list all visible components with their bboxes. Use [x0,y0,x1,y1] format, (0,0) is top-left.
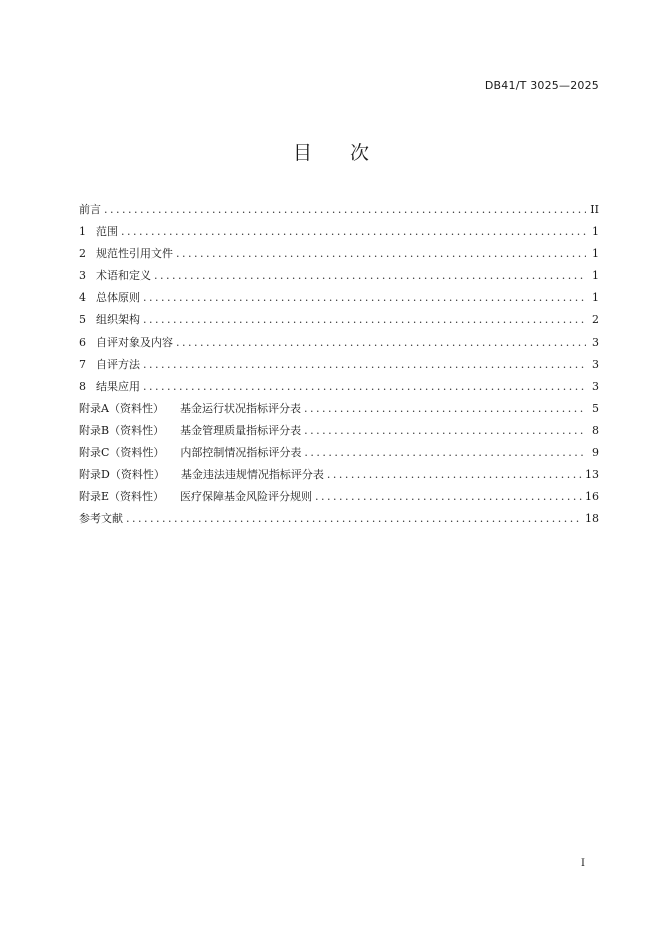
toc-entry-number: 附录E（资料性） [79,490,165,504]
toc-entry[interactable] [79,309,599,331]
toc-entry-page: 1 [592,247,599,261]
toc-leader-dots [304,398,586,420]
toc-leader-dots [304,420,586,442]
toc-entry-number: 4 [79,291,86,305]
toc-entry[interactable] [79,354,599,376]
toc-entry-number: 8 [79,379,86,393]
toc-entry-title: 规范性引用文件 [96,247,173,261]
toc-leader-dots [126,508,582,530]
toc-entry[interactable] [79,287,599,309]
toc-leader-dots [104,199,586,221]
toc-entry-number: 附录B（资料性） [79,423,165,437]
toc-entry-title: 基金管理质量指标评分表 [180,423,302,437]
toc-entry[interactable] [79,376,599,398]
toc-entry-number: 1 [79,225,86,239]
toc-entry-title: 内部控制情况指标评分表 [180,446,302,460]
toc-entry-title: 自评方法 [96,357,140,371]
toc-entry-number: 7 [79,357,86,371]
toc-leader-dots [143,354,586,376]
toc-leader-dots [327,464,582,486]
toc-entry-number: 2 [79,247,86,261]
toc-entry-page: 16 [585,490,599,504]
toc-entry-page: 3 [592,379,599,393]
toc-entry-title: 自评对象及内容 [96,335,173,349]
toc-entry-number: 附录D（资料性） [79,468,165,482]
toc-entry[interactable] [79,243,599,265]
toc-entry-title: 基金违法违规情况指标评分表 [180,468,324,482]
toc-entry-page: 5 [592,401,599,415]
toc-leader-dots [143,287,586,309]
toc-entry[interactable] [79,199,599,221]
toc-leader-dots [304,442,586,464]
toc-entry-number: 附录C（资料性） [79,446,165,460]
toc-entry-number: 6 [79,335,86,349]
toc-entry-page: 3 [592,357,599,371]
toc-entry-page: 2 [592,313,599,327]
toc-leader-dots [176,332,586,354]
toc-entry-title: 术语和定义 [96,269,151,283]
toc-entry-title: 总体原则 [96,291,140,305]
toc-entry-title: 结果应用 [96,379,140,393]
toc-entry-page: 1 [592,269,599,283]
toc-entry[interactable] [79,420,599,442]
toc-leader-dots [154,265,586,287]
toc-entry-page: 1 [592,291,599,305]
toc-entry-number: 3 [79,269,86,283]
toc-entry-page: 9 [592,446,599,460]
toc-leader-dots [176,243,586,265]
toc-entry[interactable] [79,508,599,530]
toc-entry-number: 5 [79,313,86,327]
toc-entry-page: 13 [585,468,599,482]
toc-entry-page: 3 [592,335,599,349]
toc-entry[interactable] [79,442,599,464]
toc-leader-dots [143,376,586,398]
toc-entry-page: 1 [592,225,599,239]
page-title: 目 次 [292,142,369,164]
toc-leader-dots [315,486,582,508]
toc-entry-number: 附录A（资料性） [79,401,164,415]
toc-entry-title: 医疗保障基金风险评分规则 [180,490,313,504]
toc-leader-dots [143,309,586,331]
toc-entry-title: 参考文献 [79,512,123,526]
document-code: DB41/T 3025—2025 [484,79,599,92]
toc-entry-title: 基金运行状况指标评分表 [179,401,301,415]
toc-entry-page: 18 [585,512,599,526]
toc-entry[interactable] [79,221,599,243]
toc-entry[interactable] [79,332,599,354]
toc-entry[interactable] [79,265,599,287]
toc-entry-page: II [590,203,599,216]
table-of-contents [79,199,599,530]
toc-entry-page: 8 [592,423,599,437]
toc-entry[interactable] [79,486,599,508]
toc-entry-title: 组织架构 [96,313,140,327]
toc-leader-dots [121,221,586,243]
toc-entry-title: 范围 [96,225,118,239]
toc-entry[interactable] [79,398,599,420]
page-number: I [581,858,585,869]
toc-entry[interactable] [79,464,599,486]
toc-entry-title: 前言 [79,203,101,216]
